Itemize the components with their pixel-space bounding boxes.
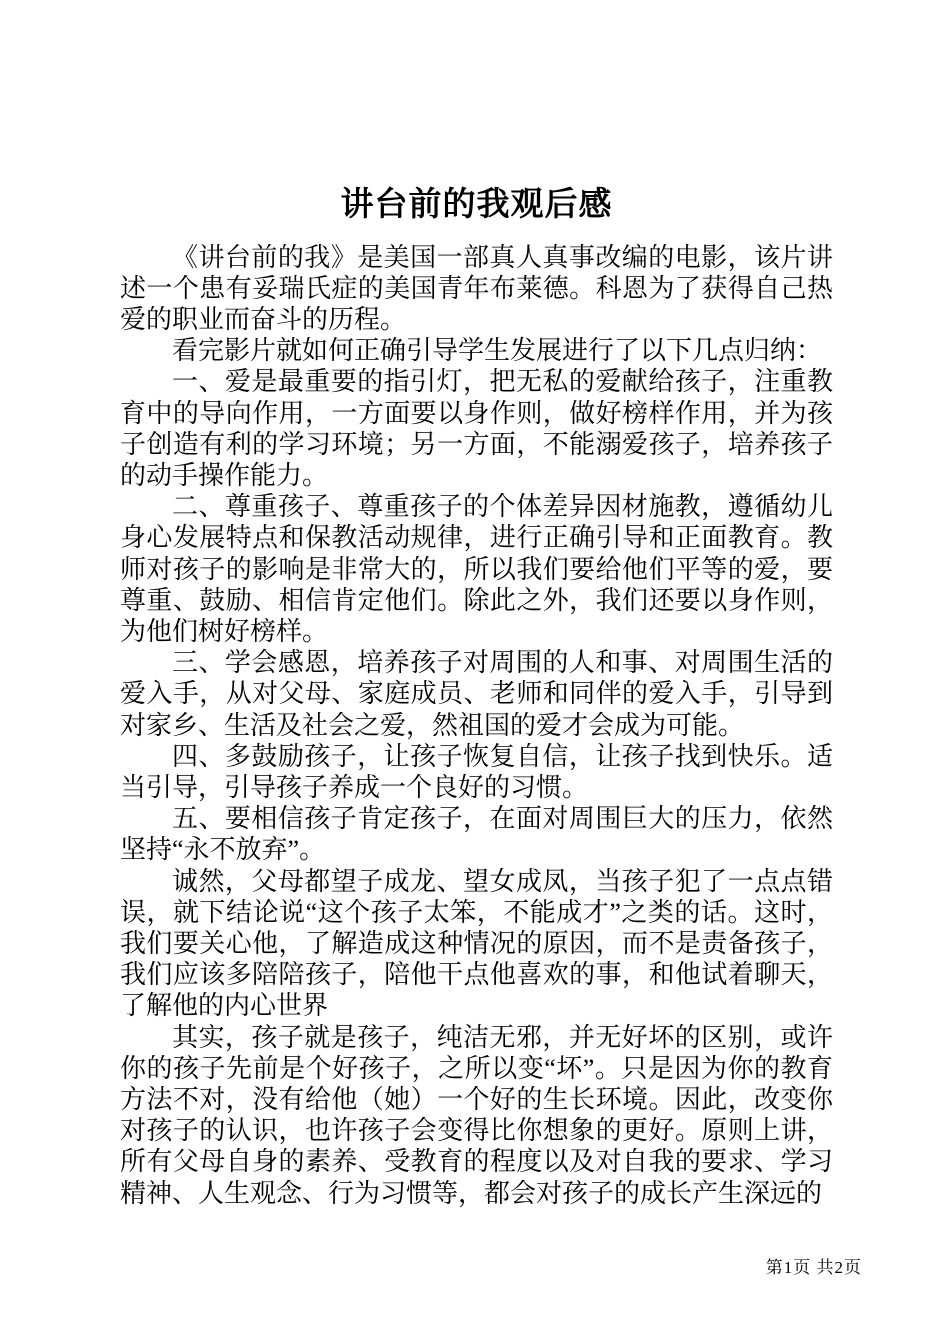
document-body — [120, 242, 833, 1209]
paragraph: 一、爱是最重要的指引灯，把无私的爱献给孩子，注重教育中的导向作用，一方面要以身作则，做好榜样作用，并为孩子创造有利的学习环境；另一方面，不能溺爱孩子，培养孩子的动手操作能力。 — [120, 367, 833, 491]
paragraph: 五、要相信孩子肯定孩子，在面对周围巨大的压力，依然坚持“永不放弃”。 — [120, 804, 833, 865]
paragraph: 其实，孩子就是孩子，纯洁无邪，并无好坏的区别，或许你的孩子先前是个好孩子，之所以变“坏”。只是因为你的教育方法不对，没有给他（她）一个好的生长环境。因此，改变你对孩子的认识，也许孩子会变得比你想象的更好。原则上讲，所有父母自身的素养、受教育的程度以及对自我的要求、学习精神、人生观念、行为习惯等，都会对孩子的成长产生深远的 — [120, 1022, 833, 1208]
paragraph: 看完影片就如何正确引导学生发展进行了以下几点归纳： — [172, 336, 823, 366]
paragraph: 诚然，父母都望子成龙、望女成凤，当孩子犯了一点点错误，就下结论说“这个孩子太笨，不能成才”之类的话。这时，我们要关心他，了解造成这种情况的原因，而不是责备孩子，我们应该多陪陪孩子，陪他干点他喜欢的事，和他试着聊天，了解他的内心世界 — [120, 866, 833, 1021]
paragraph: 《讲台前的我》是美国一部真人真事改编的电影，该片讲述一个患有妥瑞氏症的美国青年布莱德。科恩为了获得自己热爱的职业而奋斗的历程。 — [120, 242, 833, 334]
paragraph: 三、学会感恩，培养孩子对周围的人和事、对周围生活的爱入手，从对父母、家庭成员、老师和同伴的爱入手，引导到对家乡、生活及社会之爱，然祖国的爱才会成为可能。 — [120, 648, 833, 740]
paragraph: 四、多鼓励孩子，让孩子恢复自信，让孩子找到快乐。适当引导，引导孩子养成一个良好的习惯。 — [120, 741, 833, 803]
document-title: 讲台前的我观后感 — [340, 185, 613, 222]
paragraph: 二、尊重孩子、尊重孩子的个体差异因材施教，遵循幼儿身心发展特点和保教活动规律，进行正确引导和正面教育。教师对孩子的影响是非常大的，所以我们要给他们平等的爱，要尊重、鼓励、相信肯定他们。除此之外，我们还要以身作则，为他们树好榜样。 — [120, 492, 833, 647]
page-number: 第1页 共2页 — [765, 1258, 862, 1277]
